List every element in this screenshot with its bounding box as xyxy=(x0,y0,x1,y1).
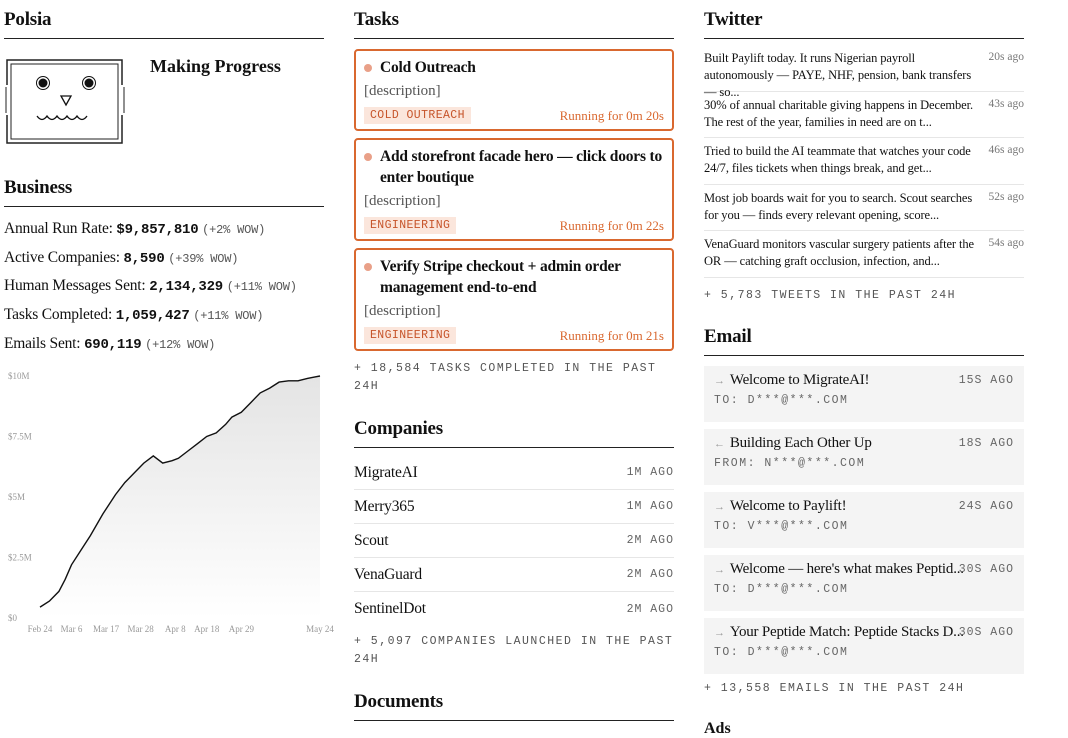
company-name: Scout xyxy=(354,531,389,549)
email-item[interactable] xyxy=(704,492,1024,548)
task-footer xyxy=(364,327,664,344)
robot-face-icon xyxy=(4,55,128,151)
tweet-item[interactable] xyxy=(704,92,1024,139)
tweet-time: 43s ago xyxy=(988,97,1024,110)
company-row[interactable] xyxy=(354,592,674,626)
email-address: TO: D***@***.COM xyxy=(714,645,849,659)
task-tag: COLD OUTREACH xyxy=(364,107,471,124)
metric-label: Emails Sent: xyxy=(4,334,85,352)
email-time: 30S AGO xyxy=(958,625,1014,639)
email-header xyxy=(714,561,1014,578)
metric-label: Active Companies: xyxy=(4,248,124,266)
tweet-time: 52s ago xyxy=(988,190,1024,203)
task-description: [description] xyxy=(364,193,441,209)
direction-arrow-icon: → xyxy=(714,563,725,576)
email-item[interactable] xyxy=(704,618,1024,674)
company-time: 1M AGO xyxy=(626,466,674,479)
metric-row xyxy=(4,272,324,301)
task-footer xyxy=(364,107,664,124)
email-address: FROM: N***@***.COM xyxy=(714,456,866,470)
email-subject-line xyxy=(714,498,846,515)
tweet-text: Most job boards wait for you to search. Scout searches for you — finds every relevant opening, score... xyxy=(704,190,973,222)
company-time: 2M AGO xyxy=(626,568,674,581)
metric-row xyxy=(4,330,324,359)
company-row[interactable] xyxy=(354,456,674,490)
email-address: TO: V***@***.COM xyxy=(714,519,849,533)
tweet-item[interactable] xyxy=(704,185,1024,232)
x-tick-label: Mar 6 xyxy=(60,624,83,634)
metric-row xyxy=(4,301,324,330)
email-item[interactable] xyxy=(704,555,1024,611)
email-header xyxy=(714,372,1014,389)
metric-row xyxy=(4,215,324,244)
tasks-title: Tasks xyxy=(354,9,674,39)
metric-change: (+39% WOW) xyxy=(168,251,239,266)
companies-title: Companies xyxy=(354,418,674,448)
run-rate-chart xyxy=(4,368,334,636)
company-list xyxy=(354,456,674,626)
metric-value: $9,857,810 xyxy=(116,222,199,238)
metric-row xyxy=(4,244,324,273)
company-name: Merry365 xyxy=(354,497,415,515)
email-address: TO: D***@***.COM xyxy=(714,582,849,596)
direction-arrow-icon: → xyxy=(714,500,725,513)
task-title: Add storefront facade hero — click doors to enter boutique xyxy=(380,148,663,186)
metric-label: Tasks Completed: xyxy=(4,306,116,324)
y-tick-label: $10M xyxy=(8,371,30,381)
tweet-item[interactable] xyxy=(704,45,1024,99)
email-subject: Welcome to MigrateAI! xyxy=(729,371,870,388)
tweet-time: 46s ago xyxy=(988,144,1024,156)
status-dot-icon xyxy=(364,153,372,161)
task-description: [description] xyxy=(364,83,441,99)
email-title: Email xyxy=(704,326,1024,356)
company-name: MigrateAI xyxy=(354,463,418,481)
company-name: SentinelDot xyxy=(354,600,426,617)
task-footer xyxy=(364,217,664,234)
company-name: VenaGuard xyxy=(354,565,422,583)
email-list xyxy=(704,366,1024,674)
x-tick-label: Mar 28 xyxy=(127,624,154,634)
email-subject: Your Peptide Match: Peptide Stacks D... xyxy=(729,623,964,640)
email-header xyxy=(714,435,1014,452)
company-time: 2M AGO xyxy=(626,534,674,547)
task-card[interactable] xyxy=(354,248,674,351)
chart-area-fill xyxy=(40,376,320,618)
task-running-time: Running for 0m 22s xyxy=(559,217,664,233)
y-tick-label: $0 xyxy=(8,613,17,623)
business-title: Business xyxy=(4,177,324,207)
email-time: 18S AGO xyxy=(958,436,1014,450)
ads-title: Ads xyxy=(704,719,731,737)
company-time: 2M AGO xyxy=(626,602,674,616)
email-address: TO: D***@***.COM xyxy=(714,393,849,407)
task-description: [description] xyxy=(364,303,441,319)
feeds-column xyxy=(704,0,1024,738)
email-footer: + 13,558 EMAILS IN THE PAST 24H xyxy=(704,681,965,695)
y-tick-label: $5M xyxy=(8,492,26,502)
task-title: Verify Stripe checkout + admin order management end-to-end xyxy=(380,258,621,296)
task-header xyxy=(364,146,664,188)
task-running-time: Running for 0m 20s xyxy=(559,107,664,123)
metric-value: 8,590 xyxy=(123,250,165,267)
tasks-column xyxy=(354,0,674,721)
email-subject-line xyxy=(714,435,872,452)
task-header xyxy=(364,256,664,298)
metric-change: (+11% WOW) xyxy=(193,309,264,324)
status-dot-icon xyxy=(364,263,372,271)
tweet-time: 54s ago xyxy=(988,237,1024,249)
tweet-text: Tried to build the AI teammate that watches your code 24/7, files tickets when things break, and get... xyxy=(704,144,971,175)
tweet-text: 30% of annual charitable giving happens in December. The rest of the year, families in need are on t... xyxy=(704,97,974,129)
task-card[interactable] xyxy=(354,138,674,241)
email-item[interactable] xyxy=(704,366,1024,422)
task-title: Cold Outreach xyxy=(380,59,476,76)
company-time: 1M AGO xyxy=(626,500,674,513)
company-row[interactable] xyxy=(354,490,674,524)
task-running-time: Running for 0m 21s xyxy=(559,327,664,343)
email-subject: Welcome to Paylift! xyxy=(729,497,847,514)
metric-label: Human Messages Sent: xyxy=(4,277,150,295)
task-tag: ENGINEERING xyxy=(364,217,456,234)
email-time: 30S AGO xyxy=(958,562,1014,576)
status-headline: Making Progress xyxy=(150,56,281,76)
tasks-footer: + 18,584 TASKS COMPLETED IN THE PAST 24H xyxy=(354,362,657,393)
email-time: 24S AGO xyxy=(958,499,1014,513)
metric-value: 690,119 xyxy=(84,336,142,353)
status-panel xyxy=(4,55,324,157)
tweet-text: VenaGuard monitors vascular surgery patients after the OR — catching graft occlusion, infection, and... xyxy=(704,237,974,268)
twitter-footer: + 5,783 TWEETS IN THE PAST 24H xyxy=(704,288,957,302)
metric-value: 2,134,329 xyxy=(149,279,223,296)
metric-change: (+11% WOW) xyxy=(226,280,297,295)
y-tick-label: $7.5M xyxy=(8,431,32,442)
x-tick-label: Apr 18 xyxy=(194,624,220,634)
tweet-item[interactable] xyxy=(704,138,1024,185)
x-tick-label: Apr 8 xyxy=(164,624,186,634)
status-dot-icon xyxy=(364,64,372,72)
email-subject: Building Each Other Up xyxy=(729,434,872,451)
x-tick-label: Feb 24 xyxy=(27,624,53,634)
tweet-list xyxy=(704,45,1024,278)
email-header xyxy=(714,624,1014,641)
task-list xyxy=(354,49,674,351)
x-tick-label: Apr 29 xyxy=(228,624,254,634)
metric-label: Annual Run Rate: xyxy=(4,220,117,237)
brand-title: Polsia xyxy=(4,9,324,39)
task-tag: ENGINEERING xyxy=(364,327,456,344)
direction-arrow-icon: → xyxy=(714,626,725,639)
task-card[interactable] xyxy=(354,49,674,131)
x-tick-label: Mar 17 xyxy=(92,624,120,634)
companies-footer: + 5,097 COMPANIES LAUNCHED IN THE PAST 24H xyxy=(354,635,674,666)
email-item[interactable] xyxy=(704,429,1024,485)
direction-arrow-icon: → xyxy=(714,374,725,387)
metric-change: (+12% WOW) xyxy=(145,337,216,352)
run-rate-chart-svg xyxy=(4,368,334,636)
tweet-time: 20s ago xyxy=(988,51,1024,63)
tweet-item[interactable] xyxy=(704,231,1024,278)
email-subject-line xyxy=(714,372,869,389)
overview-column xyxy=(4,0,334,634)
business-metrics xyxy=(4,215,324,358)
direction-arrow-icon: ← xyxy=(714,437,725,450)
x-tick-label: May 24 xyxy=(306,624,334,634)
company-row[interactable] xyxy=(354,524,674,558)
email-time: 15S AGO xyxy=(958,373,1014,387)
y-tick-label: $2.5M xyxy=(8,552,32,563)
twitter-title: Twitter xyxy=(704,9,1024,39)
email-subject-line xyxy=(714,623,964,641)
email-subject-line xyxy=(714,560,964,578)
documents-title: Documents xyxy=(354,691,674,721)
task-header xyxy=(364,57,664,78)
metric-value: 1,059,427 xyxy=(115,308,190,325)
email-subject: Welcome — here's what makes Peptid... xyxy=(729,560,964,577)
company-row[interactable] xyxy=(354,558,674,592)
email-header xyxy=(714,498,1014,515)
metric-change: (+2% WOW) xyxy=(202,223,266,237)
tweet-text: Built Paylift today. It runs Nigerian payroll autonomously — PAYE, NHF, pension, bank transfers — so... xyxy=(704,51,972,99)
